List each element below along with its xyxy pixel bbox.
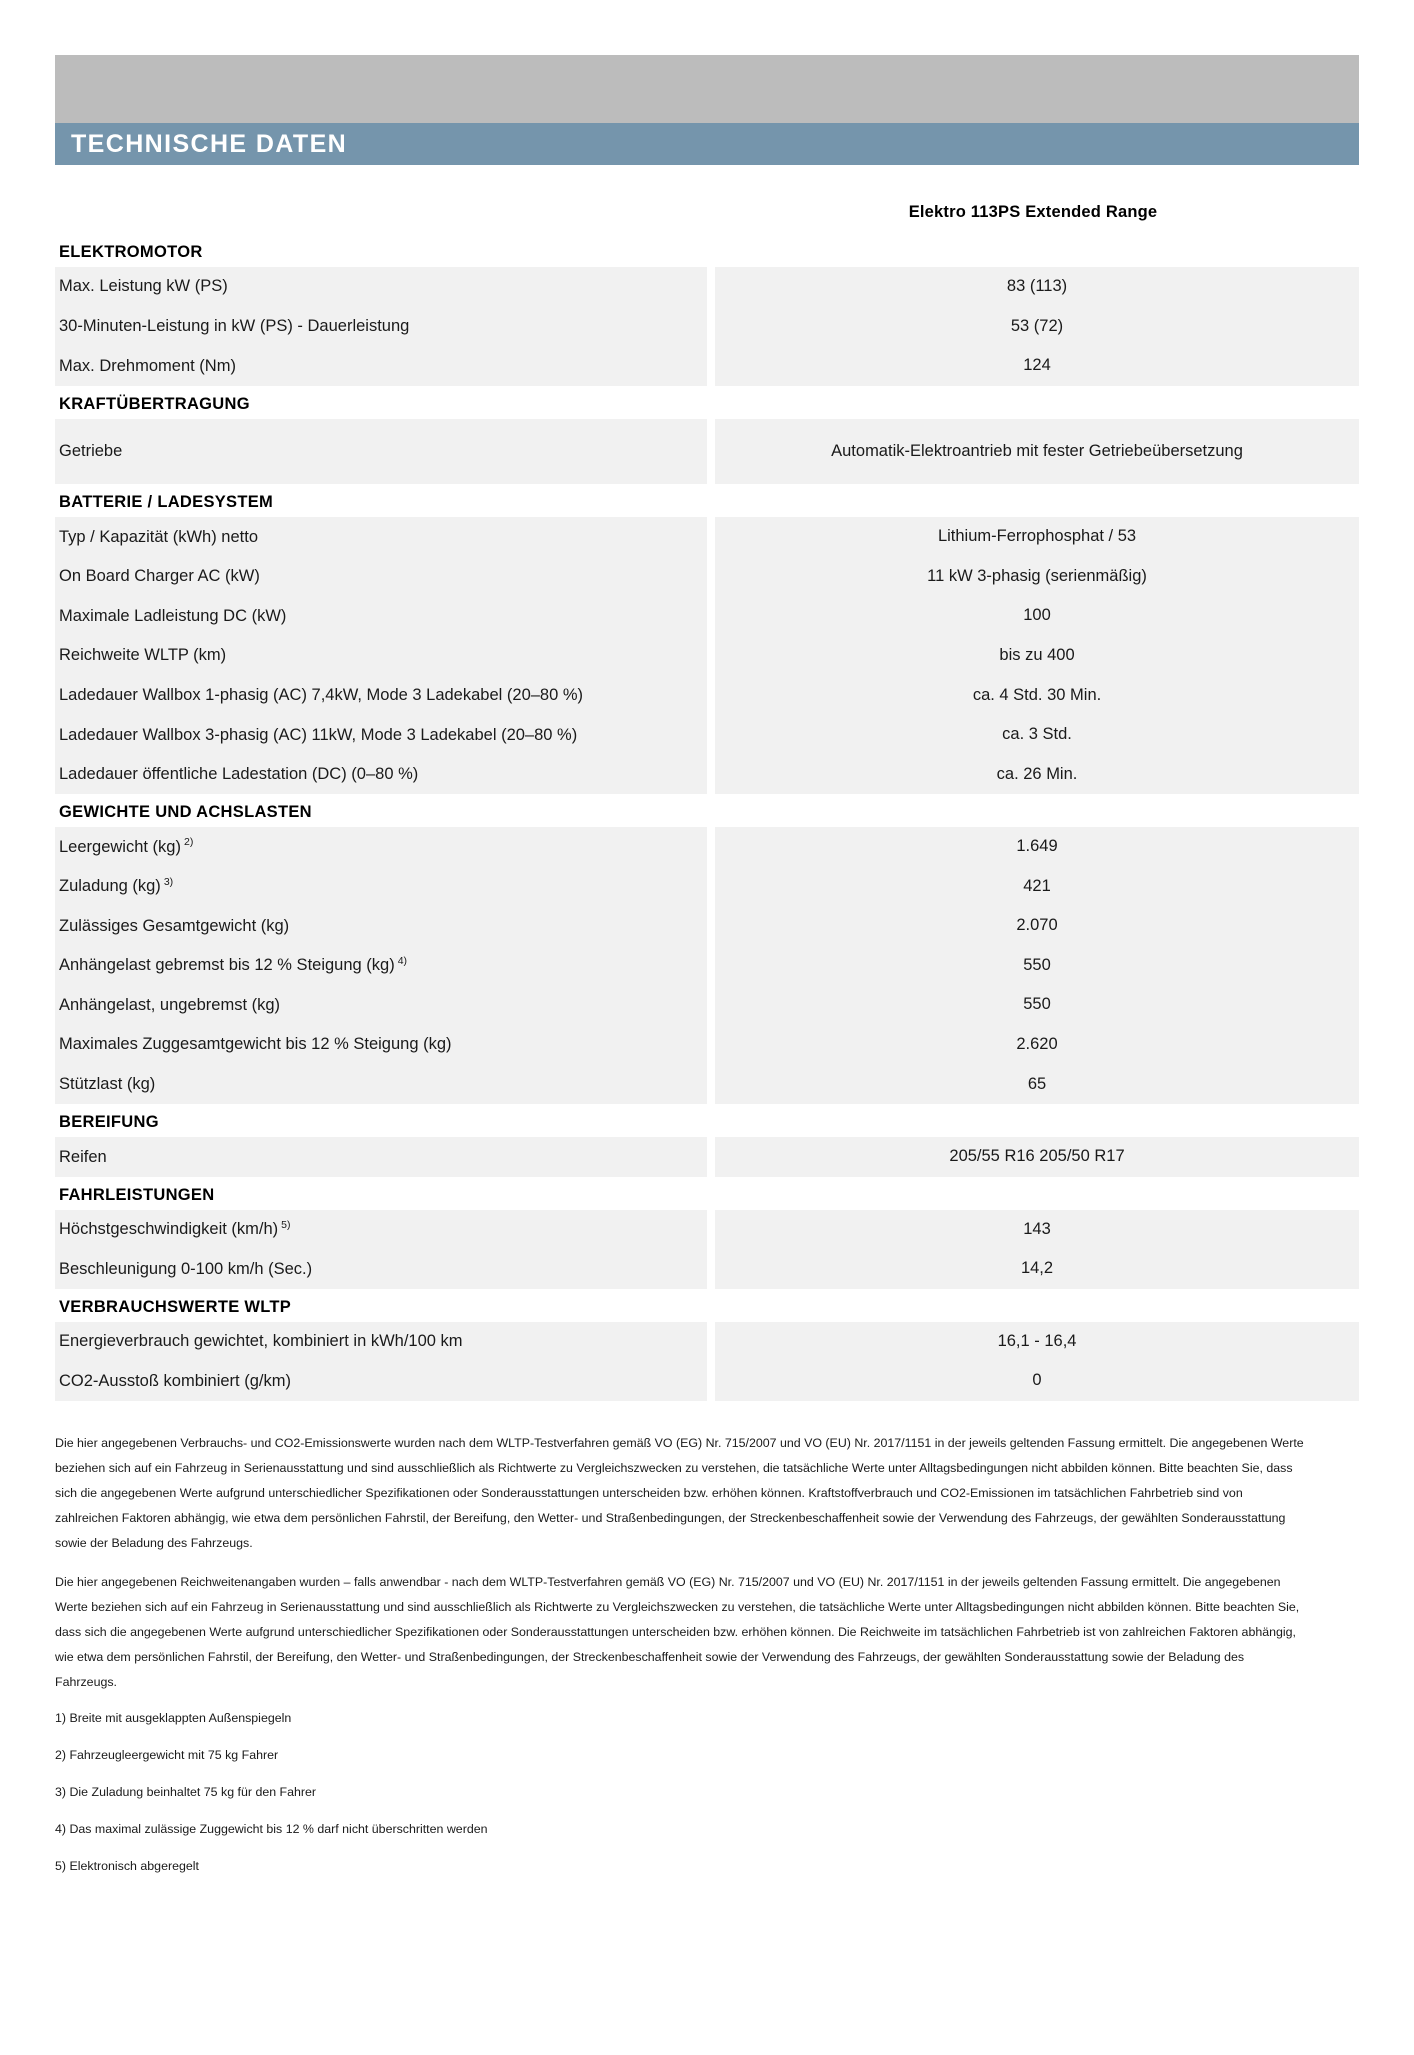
spec-label: Maximale Ladleistung DC (kW) — [59, 606, 287, 625]
column-divider — [707, 307, 715, 347]
section-header-row — [55, 234, 1359, 267]
column-divider — [707, 1137, 715, 1177]
spec-value-cell: 550 — [715, 985, 1359, 1025]
spec-label: Typ / Kapazität (kWh) netto — [59, 527, 258, 546]
spec-value-cell: ca. 3 Std. — [715, 715, 1359, 755]
section-header-row — [55, 1289, 1359, 1322]
column-divider — [707, 985, 715, 1025]
spec-value-cell: ca. 26 Min. — [715, 755, 1359, 795]
spec-label-cell — [55, 1249, 707, 1289]
spec-row — [55, 1137, 1359, 1177]
column-divider — [707, 1210, 715, 1250]
spec-row — [55, 1249, 1359, 1289]
footnote-marker: 4) — [397, 954, 408, 967]
column-divider — [707, 946, 715, 986]
spec-label-cell — [55, 755, 707, 795]
spec-row — [55, 755, 1359, 795]
spec-label-cell — [55, 1065, 707, 1105]
column-divider — [707, 906, 715, 946]
table-column-header — [55, 165, 1359, 234]
spec-label: Ladedauer öffentliche Ladestation (DC) (0–80 %) — [59, 765, 419, 784]
spec-row — [55, 1025, 1359, 1065]
column-divider — [707, 867, 715, 907]
spec-label: Maximales Zuggesamtgewicht bis 12 % Steigung (kg) — [59, 1035, 452, 1054]
disclaimer-notes — [55, 1431, 1309, 1877]
footnote-marker: 3) — [163, 875, 174, 888]
page-title: TECHNISCHE DATEN — [71, 129, 348, 158]
spec-value-cell: 83 (113) — [715, 267, 1359, 307]
spec-row — [55, 636, 1359, 676]
column-divider — [707, 1361, 715, 1401]
spec-label: Anhängelast, ungebremst (kg) — [59, 995, 281, 1014]
spec-value-cell: 1.649 — [715, 827, 1359, 867]
footnote-item: 3) Die Zuladung beinhaltet 75 kg für den Fahrer — [55, 1785, 317, 1800]
spec-label-cell — [55, 1322, 707, 1362]
spec-value-cell: 0 — [715, 1361, 1359, 1401]
spec-value-cell: 65 — [715, 1065, 1359, 1105]
spec-label-cell — [55, 636, 707, 676]
spec-value-cell: 124 — [715, 346, 1359, 386]
spec-value-cell: 2.620 — [715, 1025, 1359, 1065]
column-divider — [707, 346, 715, 386]
spec-label-cell — [55, 1210, 707, 1250]
spec-row — [55, 1322, 1359, 1362]
column-divider — [707, 755, 715, 795]
spec-label-cell — [55, 267, 707, 307]
footnote-item: 2) Fahrzeugleergewicht mit 75 kg Fahrer — [55, 1748, 279, 1763]
spec-row — [55, 1210, 1359, 1250]
column-divider — [707, 636, 715, 676]
spec-label-cell — [55, 827, 707, 867]
spec-row — [55, 557, 1359, 597]
spec-row — [55, 827, 1359, 867]
spec-label-cell — [55, 946, 707, 986]
spec-label-cell — [55, 1361, 707, 1401]
spec-value-cell: 11 kW 3-phasig (serienmäßig) — [715, 557, 1359, 597]
header-grey-band — [55, 55, 1359, 123]
specifications-table-body — [55, 234, 1359, 1401]
section-title: ELEKTROMOTOR — [59, 243, 203, 261]
column-header-spacer — [55, 203, 707, 222]
spec-row — [55, 946, 1359, 986]
spec-label: Ladedauer Wallbox 1-phasig (AC) 7,4kW, Mode 3 Ladekabel (20–80 %) — [59, 685, 584, 704]
spec-row — [55, 867, 1359, 907]
spec-row — [55, 267, 1359, 307]
spec-label: Beschleunigung 0-100 km/h (Sec.) — [59, 1259, 313, 1278]
spec-row — [55, 676, 1359, 716]
spec-label-cell — [55, 1025, 707, 1065]
spec-label-cell — [55, 596, 707, 636]
spec-value-cell: 53 (72) — [715, 307, 1359, 347]
spec-label-cell — [55, 307, 707, 347]
spec-label: Max. Drehmoment (Nm) — [59, 356, 236, 375]
section-header-row — [55, 794, 1359, 827]
spec-value-cell: 143 — [715, 1210, 1359, 1250]
specifications-table — [55, 234, 1359, 1401]
spec-row — [55, 906, 1359, 946]
footnote-item: 4) Das maximal zulässige Zuggewicht bis 12 % darf nicht überschritten werden — [55, 1821, 488, 1836]
spec-label: Reifen — [59, 1147, 107, 1166]
spec-label-cell — [55, 346, 707, 386]
spec-label: Stützlast (kg) — [59, 1075, 156, 1094]
header-blue-band — [55, 123, 1359, 165]
spec-label: 30-Minuten-Leistung in kW (PS) - Dauerleistung — [59, 317, 410, 336]
spec-value-cell: Automatik-Elektroantrieb mit fester Getriebeübersetzung — [715, 419, 1359, 485]
spec-label: Höchstgeschwindigkeit (km/h) — [59, 1220, 279, 1239]
spec-row — [55, 596, 1359, 636]
spec-value-cell: 2.070 — [715, 906, 1359, 946]
spec-label-cell — [55, 985, 707, 1025]
section-title: BEREIFUNG — [59, 1113, 159, 1132]
spec-label: Ladedauer Wallbox 3-phasig (AC) 11kW, Mode 3 Ladekabel (20–80 %) — [59, 725, 578, 744]
spec-row — [55, 1065, 1359, 1105]
section-header-row — [55, 386, 1359, 419]
column-divider — [707, 715, 715, 755]
column-divider — [707, 267, 715, 307]
spec-label-cell — [55, 867, 707, 907]
section-title: VERBRAUCHSWERTE WLTP — [59, 1297, 292, 1316]
spec-label-cell — [55, 517, 707, 557]
spec-value-cell: ca. 4 Std. 30 Min. — [715, 676, 1359, 716]
spec-label-cell — [55, 419, 707, 485]
spec-label: Energieverbrauch gewichtet, kombiniert in kWh/100 km — [59, 1332, 463, 1351]
column-divider — [707, 557, 715, 597]
disclaimer-paragraph-2: Die hier angegebenen Reichweitenangaben wurden – falls anwendbar - nach dem WLTP-Testverfahren gemäß VO (EG) Nr. 715/2007 und VO (EU) Nr. 2017/1151 in der jeweils geltenden Fassung ermittelt. Die angegebenen Werte beziehen sich auf ein Fahrzeug in Serienausstattung und sind ausschließlich als Richtwerte zu Vergleichszwecken zu verstehen, die tatsächliche Werte unter Alltagsbedingungen nicht abbilden können. Bitte beachten Sie, dass sich die angegebenen Werte aufgrund unterschiedlicher Spezifikationen oder Sonderausstattungen unterscheiden bzw. erhöhen können. Die Reichweite im tatsächlichen Fahrbetrieb ist von zahlreichen Faktoren abhängig, wie etwa dem persönlichen Fahrstil, der Bereifung, den Wetter- und Straßenbedingungen, der Streckenbeschaffenheit sowie der Verwendung des Fahrzeugs, der gewählten Sonderausstattung sowie der Beladung des Fahrzeugs. — [55, 1575, 1300, 1690]
spec-value-cell: bis zu 400 — [715, 636, 1359, 676]
page-header — [55, 55, 1359, 165]
spec-row — [55, 307, 1359, 347]
section-header-row — [55, 1104, 1359, 1137]
section-header-row — [55, 484, 1359, 517]
column-divider — [707, 1249, 715, 1289]
footnote-item: 1) Breite mit ausgeklappten Außenspiegeln — [55, 1711, 292, 1726]
spec-label: Reichweite WLTP (km) — [59, 646, 227, 665]
spec-row — [55, 985, 1359, 1025]
technical-data-page — [0, 55, 1414, 2055]
spec-label-cell — [55, 1137, 707, 1177]
spec-label: CO2-Ausstoß kombiniert (g/km) — [59, 1371, 291, 1390]
spec-label: Anhängelast gebremst bis 12 % Steigung (kg) — [59, 956, 395, 975]
spec-value-cell: 14,2 — [715, 1249, 1359, 1289]
spec-label: Zulässiges Gesamtgewicht (kg) — [59, 916, 290, 935]
column-divider — [707, 1065, 715, 1105]
spec-row — [55, 346, 1359, 386]
column-divider — [707, 596, 715, 636]
footnote-item: 5) Elektronisch abgeregelt — [55, 1858, 199, 1873]
column-divider — [707, 517, 715, 557]
spec-label: On Board Charger AC (kW) — [59, 567, 260, 586]
spec-label-cell — [55, 676, 707, 716]
spec-label: Zuladung (kg) — [59, 877, 161, 896]
section-title: BATTERIE / LADESYSTEM — [59, 493, 274, 512]
spec-value-cell: 205/55 R16 205/50 R17 — [715, 1137, 1359, 1177]
spec-row — [55, 517, 1359, 557]
column-divider — [707, 1322, 715, 1362]
spec-value-cell: 16,1 - 16,4 — [715, 1322, 1359, 1362]
spec-row — [55, 1361, 1359, 1401]
section-header-row — [55, 1177, 1359, 1210]
footnote-marker: 5) — [281, 1218, 291, 1231]
spec-value-cell: 550 — [715, 946, 1359, 986]
variant-column-header: Elektro 113PS Extended Range — [908, 203, 1158, 221]
section-title: GEWICHTE UND ACHSLASTEN — [59, 803, 312, 822]
spec-row — [55, 419, 1359, 485]
spec-label-cell — [55, 715, 707, 755]
column-divider — [707, 676, 715, 716]
footnote-list — [55, 1709, 1309, 1876]
column-divider — [707, 827, 715, 867]
section-title: FAHRLEISTUNGEN — [59, 1185, 215, 1204]
spec-label-cell — [55, 557, 707, 597]
column-divider — [707, 419, 715, 485]
footnote-marker: 2) — [183, 836, 194, 849]
spec-value-cell: 100 — [715, 596, 1359, 636]
disclaimer-paragraph-1: Die hier angegebenen Verbrauchs- und CO2-Emissionswerte wurden nach dem WLTP-Testverfahren gemäß VO (EG) Nr. 715/2007 und VO (EU) Nr. 2017/1151 in der jeweils geltenden Fassung ermittelt. Die angegebenen Werte beziehen sich auf ein Fahrzeug in Serienausstattung und sind ausschließlich als Richtwerte zu Vergleichszwecken zu verstehen, die tatsächliche Werte unter Alltagsbedingungen nicht abbilden können. Bitte beachten Sie, dass sich die angegebenen Werte aufgrund unterschiedlicher Spezifikationen oder Sonderausstattungen unterscheiden bzw. erhöhen können. Kraftstoffverbrauch und CO2-Emissionen im tatsächlichen Fahrbetrieb sind von zahlreichen Faktoren abhängig, wie etwa dem persönlichen Fahrstil, der Bereifung, den Wetter- und Straßenbedingungen, der Streckenbeschaffenheit sowie der Verwendung des Fahrzeugs, der gewählten Sonderausstattung sowie der Beladung des Fahrzeugs. — [55, 1435, 1304, 1551]
column-divider — [707, 1025, 715, 1065]
spec-label-cell — [55, 906, 707, 946]
section-title: KRAFTÜBERTRAGUNG — [59, 394, 250, 413]
spec-value-cell: Lithium-Ferrophosphat / 53 — [715, 517, 1359, 557]
spec-label: Max. Leistung kW (PS) — [59, 277, 228, 296]
spec-label: Leergewicht (kg) — [59, 837, 181, 856]
spec-label: Getriebe — [59, 442, 123, 461]
spec-row — [55, 715, 1359, 755]
spec-value-cell: 421 — [715, 867, 1359, 907]
